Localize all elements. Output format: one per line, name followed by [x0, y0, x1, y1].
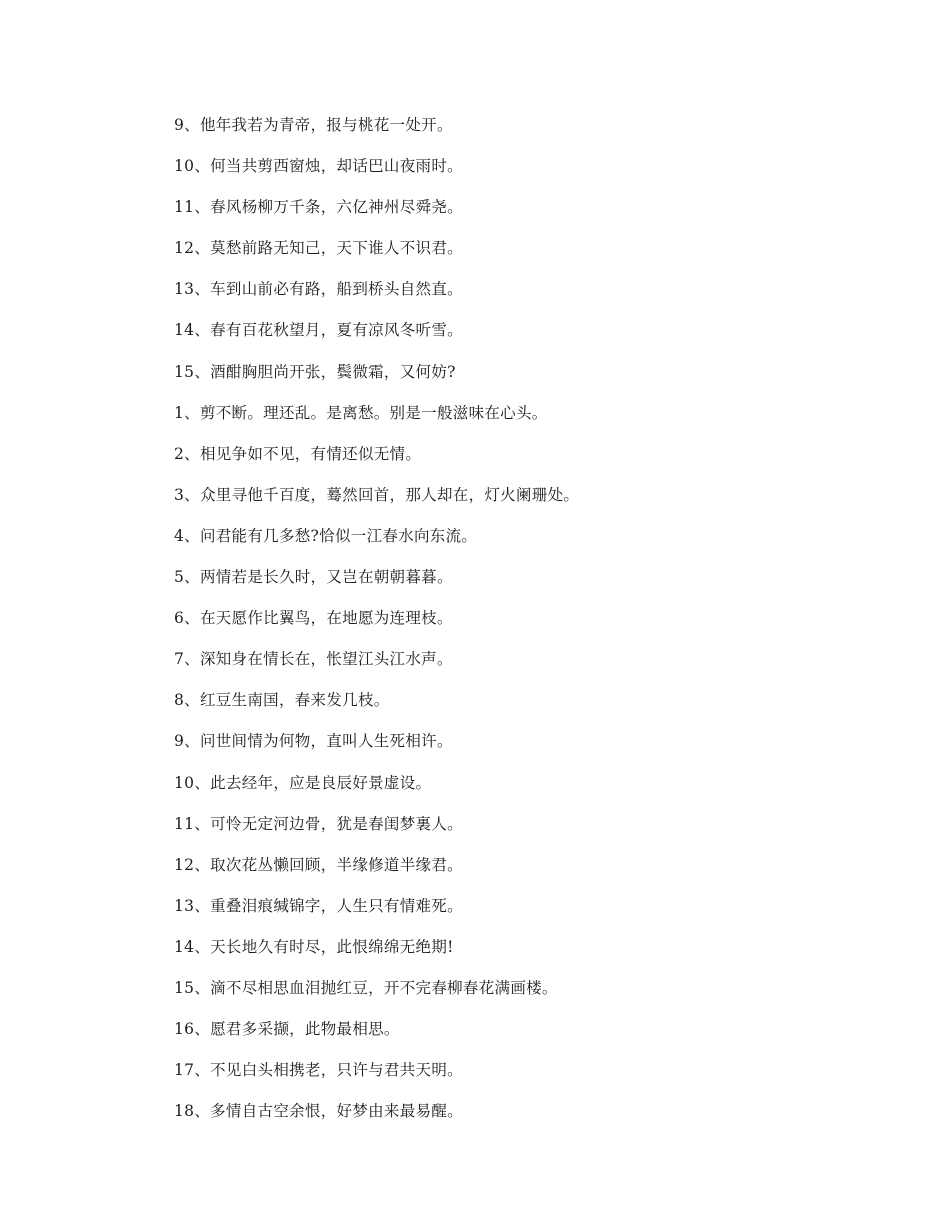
verse-line: 9、问世间情为何物，直叫人生死相许。	[174, 732, 453, 751]
verse-line: 16、愿君多采撷，此物最相思。	[174, 1020, 400, 1039]
verse-line: 15、滴不尽相思血泪抛红豆，开不完春柳春花满画楼。	[174, 978, 558, 997]
verse-line: 13、重叠泪痕缄锦字，人生只有情难死。	[174, 896, 463, 915]
verse-line: 10、此去经年，应是良辰好景虚设。	[174, 773, 432, 792]
verse-line: 3、众里寻他千百度，蓦然回首，那人却在，灯火阑珊处。	[174, 485, 580, 504]
verse-line: 15、酒酣胸胆尚开张，鬓微霜，又何妨?	[174, 362, 456, 381]
verse-line: 11、春风杨柳万千条，六亿神州尽舜尧。	[174, 198, 463, 217]
verse-line: 13、车到山前必有路，船到桥头自然直。	[174, 280, 463, 299]
verse-line: 10、何当共剪西窗烛，却话巴山夜雨时。	[174, 157, 463, 176]
verse-line: 6、在天愿作比翼鸟，在地愿为连理枝。	[174, 609, 453, 628]
verse-list	[174, 113, 579, 1140]
verse-line: 18、多情自古空余恨，好梦由来最易醒。	[174, 1102, 463, 1121]
verse-line: 11、可怜无定河边骨，犹是春闺梦裏人。	[174, 814, 463, 833]
verse-line: 14、天长地久有时尽，此恨绵绵无绝期!	[174, 937, 454, 956]
verse-line: 9、他年我若为青帝，报与桃花一处开。	[174, 116, 453, 134]
verse-line: 14、春有百花秋望月，夏有凉风冬听雪。	[174, 321, 463, 340]
verse-line: 2、相见争如不见，有情还似无情。	[174, 444, 422, 463]
verse-line: 17、不见白头相携老，只许与君共天明。	[174, 1061, 463, 1080]
verse-line: 12、莫愁前路无知己，天下谁人不识君。	[174, 239, 463, 258]
verse-line: 8、红豆生南国，春来发几枝。	[174, 691, 390, 710]
verse-line: 7、深知身在情长在，怅望江头江水声。	[174, 650, 453, 669]
verse-line: 12、取次花丛懒回顾，半缘修道半缘君。	[174, 855, 463, 874]
verse-line: 5、两情若是长久时，又岂在朝朝暮暮。	[174, 568, 453, 587]
verse-line: 1、剪不断。理还乱。是离愁。别是一般滋味在心头。	[174, 403, 548, 422]
verse-line: 4、问君能有几多愁?恰似一江春水向东流。	[174, 526, 478, 545]
